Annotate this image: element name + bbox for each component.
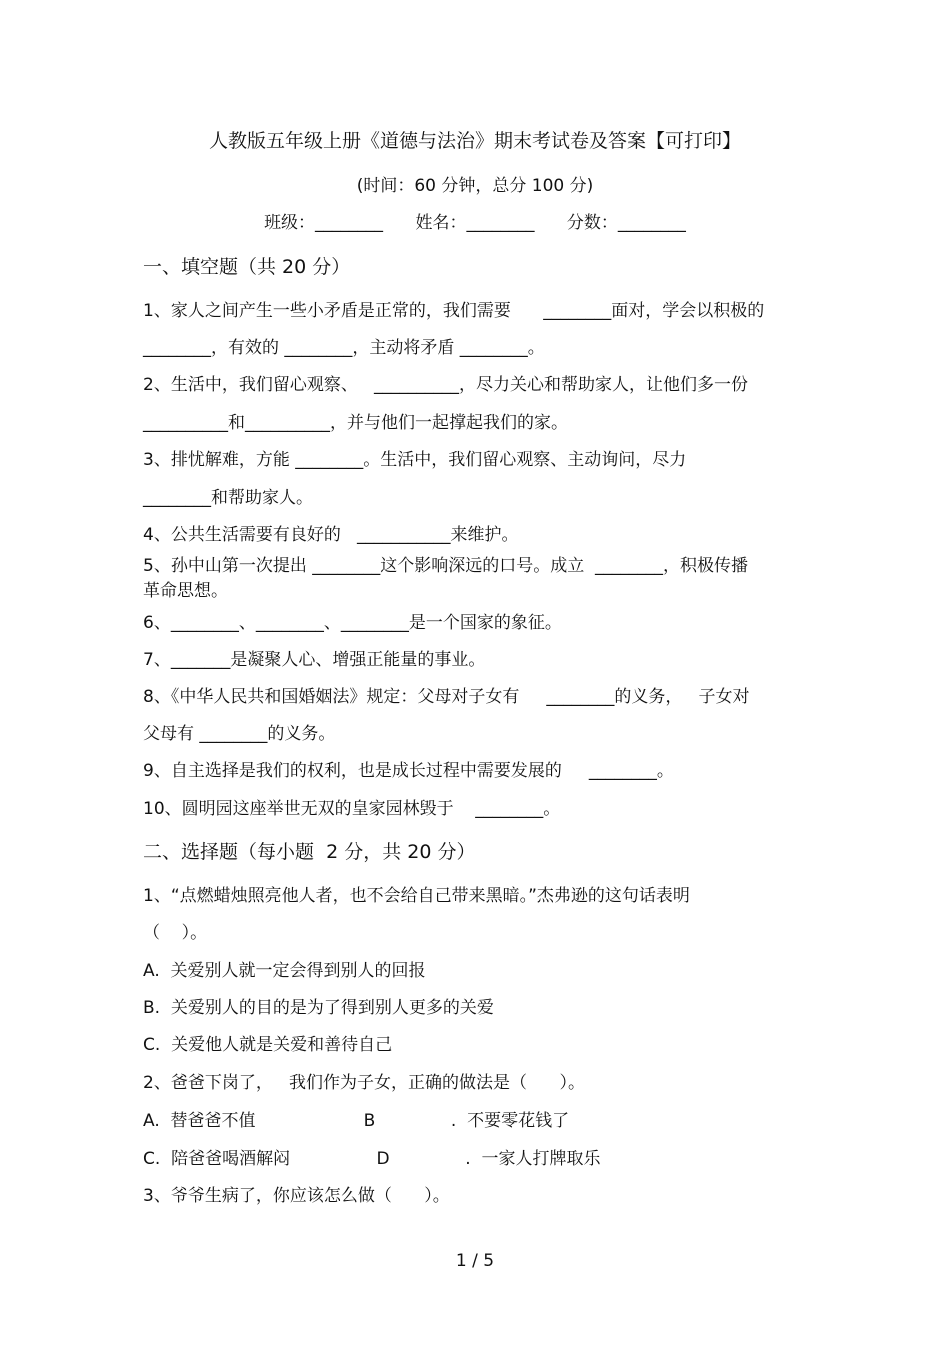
- question-line: 10、圆明园这座举世无双的皇家园林毁于 ________。: [143, 799, 561, 819]
- question-line: 3、排忧解难，方能 ________。生活中，我们留心观察、主动询问，尽力: [143, 450, 687, 470]
- question-line: 8、《中华人民共和国婚姻法》规定：父母对子女有 ________的义务， 子女对: [143, 687, 750, 707]
- option-line: C. 关爱他人就是关爱和善待自己: [143, 1035, 393, 1055]
- section-heading-multiple-choice: 二、选择题（每小题 2 分，共 20 分）: [143, 841, 476, 863]
- question-line: 9、自主选择是我们的权利，也是成长过程中需要发展的 ________。: [143, 761, 674, 781]
- question-line: 6、________、________、________是一个国家的象征。: [143, 613, 562, 633]
- question-line: ________，有效的 ________，主动将矛盾 ________。: [143, 338, 545, 358]
- question-line: 革命思想。: [143, 581, 228, 601]
- student-info-line: 班级：________ 姓名：________ 分数：________: [264, 213, 686, 233]
- page-number: 1 / 5: [455, 1251, 495, 1271]
- question-line: __________和__________，并与他们一起撑起我们的家。: [143, 413, 568, 433]
- section-heading-fill-blank: 一、填空题（共 20 分）: [143, 256, 351, 278]
- question-line: 5、孙中山第一次提出 ________这个影响深远的口号。成立 ________，积极传播: [143, 556, 749, 576]
- question-line: 2、爸爸下岗了， 我们作为子女，正确的做法是（ ）。: [143, 1073, 585, 1093]
- option-line: A. 替爸爸不值 B . 不要零花钱了: [143, 1111, 570, 1131]
- question-line: ________和帮助家人。: [143, 488, 313, 508]
- option-line: C. 陪爸爸喝酒解闷 D . 一家人打牌取乐: [143, 1149, 601, 1169]
- document-title: 人教版五年级上册《道德与法治》期末考试卷及答案【可打印】: [208, 130, 741, 152]
- exam-meta: (时间：60 分钟，总分 100 分): [356, 176, 594, 196]
- option-line: B. 关爱别人的目的是为了得到别人更多的关爱: [143, 998, 494, 1018]
- question-line: 2、生活中，我们留心观察、 __________，尽力关心和帮助家人，让他们多一份: [143, 375, 749, 395]
- option-line: A. 关爱别人就一定会得到别人的回报: [143, 961, 426, 981]
- question-line: 1、“点燃蜡烛照亮他人者，也不会给自己带来黑暗。”杰弗逊的这句话表明: [143, 886, 690, 906]
- question-line: （ ）。: [143, 923, 208, 943]
- question-line: 1、家人之间产生一些小矛盾是正常的，我们需要 ________面对，学会以积极的: [143, 301, 765, 321]
- question-line: 父母有 ________的义务。: [143, 724, 336, 744]
- question-line: 7、_______是凝聚人心、增强正能量的事业。: [143, 650, 486, 670]
- question-line: 3、爷爷生病了，你应该怎么做（ ）。: [143, 1186, 450, 1206]
- question-line: 4、公共生活需要有良好的 ___________来维护。: [143, 525, 519, 545]
